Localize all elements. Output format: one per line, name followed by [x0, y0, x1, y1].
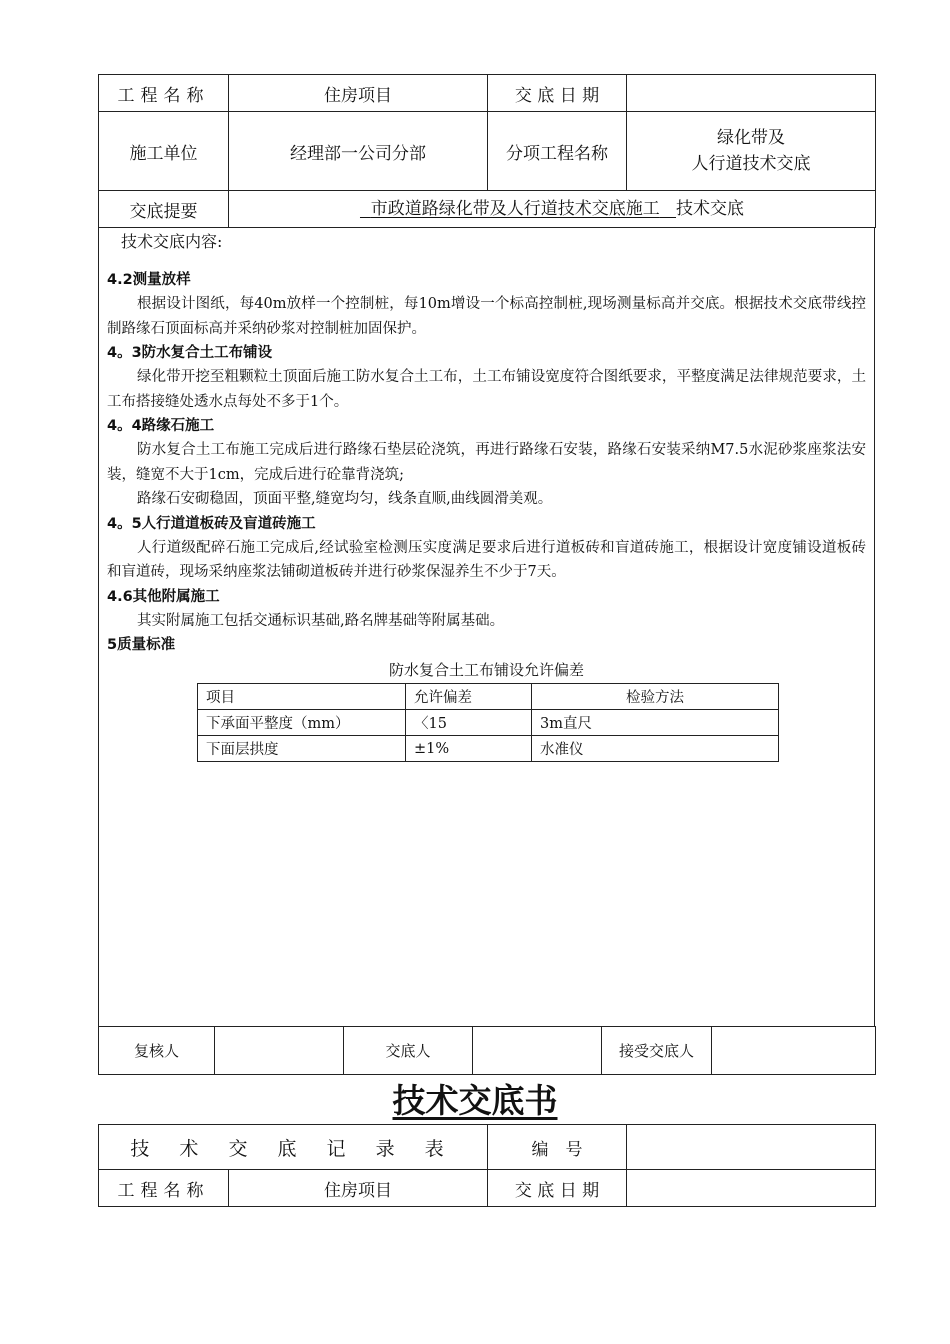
- signature-table: [98, 1026, 876, 1075]
- quality-table: [197, 683, 779, 762]
- section-4-4: [107, 414, 866, 512]
- table-row: [198, 736, 779, 762]
- construction-unit-label: 施工单位: [99, 112, 229, 191]
- project-name-label-2: 工程名称: [99, 1170, 229, 1207]
- content-area: [98, 227, 875, 1027]
- subitem-name-line1: 绿化带及: [717, 128, 785, 148]
- record-table-label: 技 术 交 底 记 录 表: [99, 1125, 488, 1170]
- summary-underline-pre: [360, 199, 371, 219]
- table-header-item: 项目: [198, 684, 406, 710]
- disclosure-date-value[interactable]: [627, 75, 876, 112]
- section-4-3: [107, 341, 866, 414]
- section-4-5: [107, 512, 866, 585]
- table-header-method: 检验方法: [532, 684, 779, 710]
- table-row: [198, 684, 779, 710]
- receiver-signature-field[interactable]: [712, 1027, 876, 1075]
- receiver-label: 接受交底人: [602, 1027, 712, 1075]
- section-heading: 4。5人行道道板砖及盲道砖施工: [107, 515, 316, 532]
- table-header-tolerance: 允许偏差: [406, 684, 532, 710]
- section-heading: 4。3防水复合土工布铺设: [107, 345, 273, 361]
- table-row: [198, 710, 779, 736]
- project-name-value: 住房项目: [229, 75, 488, 112]
- header-table: [98, 74, 876, 228]
- summary-value: [229, 191, 876, 228]
- table-cell: 3m直尺: [532, 710, 779, 736]
- record-table: [98, 1124, 876, 1207]
- disclosure-date-label: 交 底 日 期: [488, 75, 627, 112]
- document-title: 技术交底书: [392, 1081, 558, 1120]
- discloser-signature-field[interactable]: [473, 1027, 602, 1075]
- section-paragraph: 绿化带开挖至粗颗粒土顶面后施工防水复合土工布，土工布铺设宽度符合图纸要求，平整度满足法律规范要求，土工布搭接缝处透水点每处不多于1个。: [107, 369, 866, 410]
- disclosure-date-label-2: 交 底 日 期: [488, 1170, 627, 1207]
- table-cell: 水准仪: [532, 736, 779, 762]
- subitem-name-value: [627, 112, 876, 191]
- project-name-label: 工程名称: [99, 75, 229, 112]
- quality-standard-heading: 5质量标准: [107, 637, 176, 653]
- table-cell: 下承面平整度（mm）: [198, 710, 406, 736]
- content-intro: 技术交底内容:: [121, 232, 223, 251]
- table-cell: 下面层拱度: [198, 736, 406, 762]
- table-cell: ±1%: [406, 736, 532, 762]
- disclosure-date-value-2[interactable]: [627, 1170, 876, 1207]
- discloser-label: 交底人: [344, 1027, 473, 1075]
- section-paragraph: 路缘石安砌稳固，顶面平整,缝宽均匀，线条直顺,曲线圆滑美观。: [137, 491, 553, 507]
- reviewer-label: 复核人: [99, 1027, 215, 1075]
- summary-suffix-text: 技术交底: [676, 199, 745, 219]
- section-paragraph: 人行道级配碎石施工完成后,经试验室检测压实度满足要求后进行道板砖和盲道砖施工，根据设计宽度铺设道板砖和盲道砖，现场采纳座浆法铺砌道板砖并进行砂浆保湿养生不少于7天。: [107, 539, 866, 580]
- section-heading: 4.2测量放样: [107, 272, 191, 288]
- section-4-6: [107, 585, 866, 634]
- number-value[interactable]: [627, 1125, 876, 1170]
- section-paragraph: 其实附属施工包括交通标识基础,路名牌基础等附属基础。: [137, 612, 505, 629]
- quality-table-caption: 防水复合土工布铺设允许偏差: [388, 661, 584, 679]
- section-heading: 4。4路缘石施工: [107, 418, 215, 434]
- section-heading: 4.6其他附属施工: [107, 588, 220, 605]
- section-paragraph: 防水复合土工布施工完成后进行路缘石垫层砼浇筑，再进行路缘石安装，路缘石安装采纳M7.5水泥砂浆座浆法安装，缝宽不大于1cm，完成后进行砼靠背浇筑;: [107, 442, 866, 483]
- summary-main-text: 市政道路绿化带及人行道技术交底施工: [370, 199, 660, 219]
- summary-underline-post: [660, 199, 676, 219]
- number-label: 编 号: [488, 1125, 627, 1170]
- subitem-name-label: 分项工程名称: [488, 112, 627, 191]
- section-paragraph: 根据设计图纸，每40m放样一个控制桩，每10m增设一个标高控制桩,现场测量标高并交底。根据技术交底带线控制路缘石顶面标高并采纳砂浆对控制桩加固保护。: [107, 296, 866, 337]
- project-name-value-2: 住房项目: [229, 1170, 488, 1207]
- subitem-name-line2: 人行道技术交底: [691, 154, 811, 174]
- construction-unit-value: 经理部一公司分部: [229, 112, 488, 191]
- reviewer-signature-field[interactable]: [215, 1027, 344, 1075]
- summary-label: 交底提要: [99, 191, 229, 228]
- section-4-2: [107, 268, 866, 341]
- table-cell: 〈15: [406, 710, 532, 736]
